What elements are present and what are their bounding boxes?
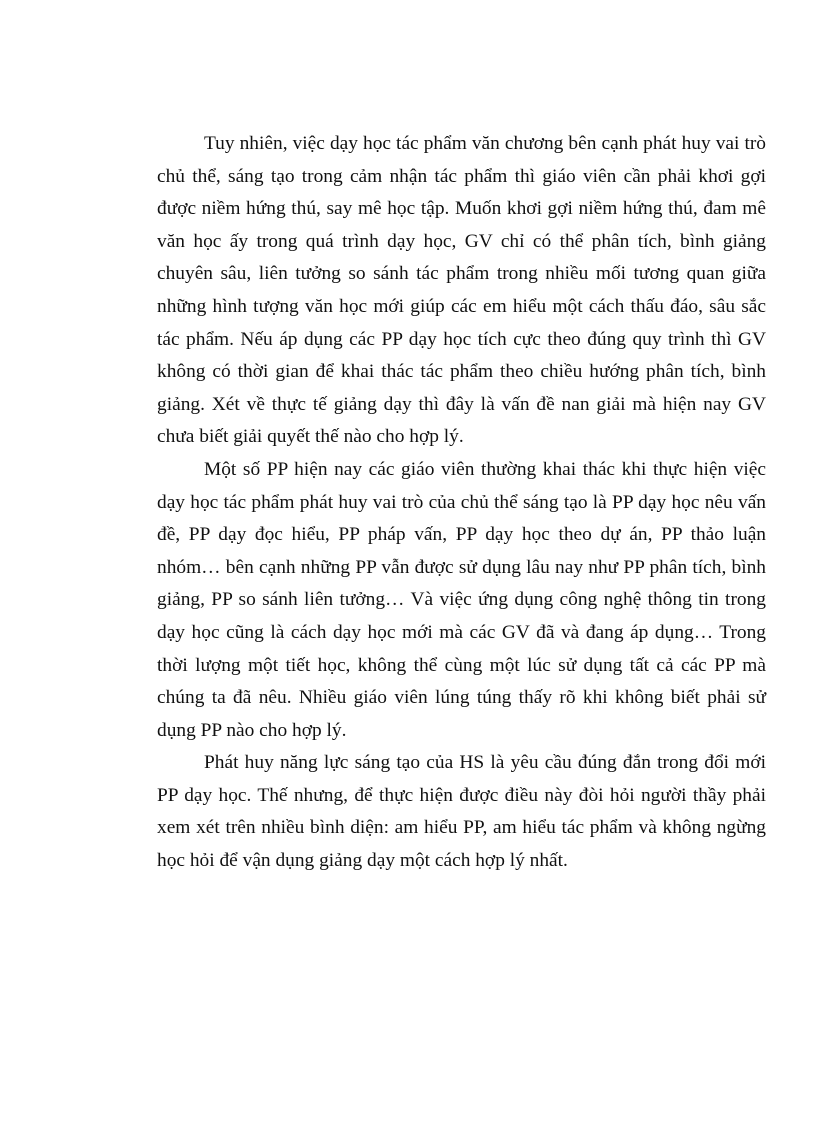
document-body xyxy=(157,128,766,878)
paragraph-2: Một số PP hiện nay các giáo viên thường khai thác khi thực hiện việc dạy học tác phẩm phát huy vai trò của chủ thể sáng tạo là PP dạy học nêu vấn đề, PP dạy đọc hiểu, PP pháp vấn, PP dạy học theo dự án, PP thảo luận nhóm… bên cạnh những PP vẫn được sử dụng lâu nay như PP phân tích, bình giảng, PP so sánh liên tưởng… Và việc ứng dụng công nghệ thông tin trong dạy học cũng là cách dạy học mới mà các GV đã và đang áp dụng… Trong thời lượng một tiết học, không thể cùng một lúc sử dụng tất cả các PP mà chúng ta đã nêu. Nhiều giáo viên lúng túng thấy rõ khi không biết phải sử dụng PP nào cho hợp lý. xyxy=(157,458,766,741)
paragraph-3: Phát huy năng lực sáng tạo của HS là yêu cầu đúng đắn trong đổi mới PP dạy học. Thế nhưng, để thực hiện được điều này đòi hỏi người thầy phải xem xét trên nhiều bình diện: am hiểu PP, am hiểu tác phẩm và không ngừng học hỏi để vận dụng giảng dạy một cách hợp lý nhất. xyxy=(157,752,766,872)
paragraph-1: Tuy nhiên, việc dạy học tác phẩm văn chương bên cạnh phát huy vai trò chủ thể, sáng tạo trong cảm nhận tác phẩm thì giáo viên cần phải khơi gợi được niềm hứng thú, say mê học tập. Muốn khơi gợi niềm hứng thú, đam mê văn học ấy trong quá trình dạy học, GV chỉ có thể phân tích, bình giảng chuyên sâu, liên tưởng so sánh tác phẩm trong nhiều mối tương quan giữa những hình tượng văn học mới giúp các em hiểu một cách thấu đáo, sâu sắc tác phẩm. Nếu áp dụng các PP dạy học tích cực theo đúng quy trình thì GV không có thời gian để khai thác tác phẩm theo chiều hướng phân tích, bình giảng. Xét về thực tế giảng dạy thì đây là vấn đề nan giải mà hiện nay GV chưa biết giải quyết thế nào cho hợp lý. xyxy=(157,133,766,448)
